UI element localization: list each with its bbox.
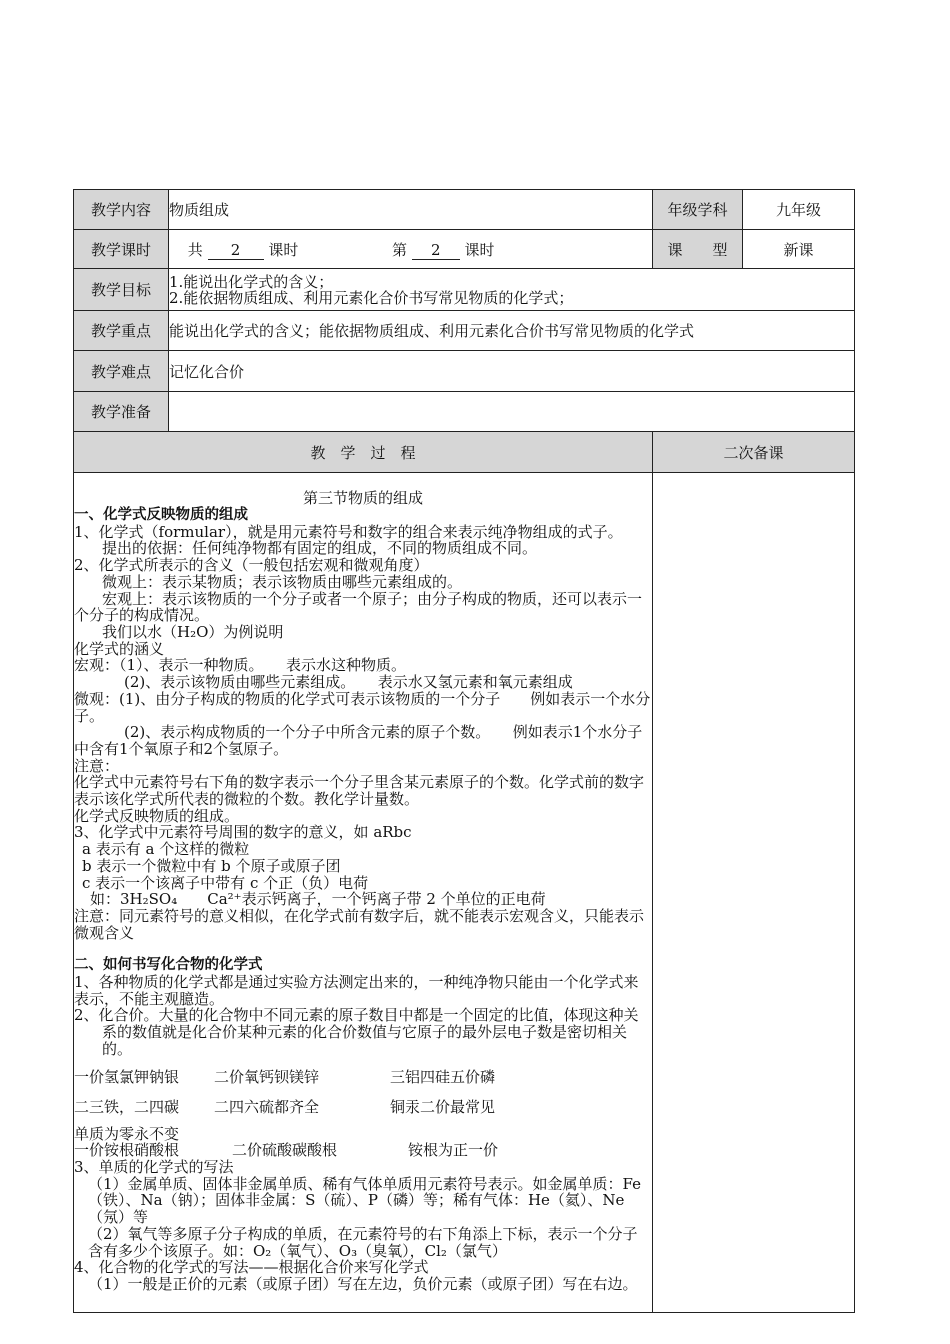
row-process-body	[74, 473, 855, 1313]
prep-label: 教学准备	[74, 392, 169, 432]
hours-label: 教学课时	[74, 230, 169, 269]
goals-label: 教学目标	[74, 269, 169, 311]
key-label: 教学重点	[74, 311, 169, 351]
para-24: （1）金属单质、固体非金属单质、稀有气体单质用元素符号表示。如金属单质：Fe（铁）、Na（钠）；固体非金属：S（硫）、P（磷）等；稀有气体：He（氦）、Ne（氖）等	[88, 1174, 642, 1227]
para-2: 提出的依据：任何纯净物都有固定的组成，不同的物质组成不同。	[102, 539, 538, 558]
para-25: （2）氧气等多原子分子构成的单质，在元素符号的右下角添上下标，表示一个分子含有多少个该原子。如：O₂（氧气）、O₃（臭氧），Cl₂（氯气）	[88, 1224, 638, 1260]
heading-1: 一、化学式反映物质的组成	[74, 507, 248, 524]
process-label: 教 学 过 程	[74, 432, 653, 473]
lesson-plan-table	[73, 189, 855, 1313]
content-label: 教学内容	[74, 190, 169, 230]
hours-current-suffix: 课时	[464, 240, 495, 259]
para-19: 如：3H₂SO₄ Ca²⁺表示钙离子，一个钙离子带 2 个单位的正电荷	[90, 890, 546, 909]
para-6: 我们以水（H₂O）为例说明	[102, 623, 284, 641]
goals-value	[169, 269, 855, 311]
para-11: (2)、表示构成物质的一个分子中所含元素的原子个数。 例如表示1个水分子中含有1个氧原子和2个氢原子。	[74, 723, 643, 758]
rhyme-2a: 二三铁，二四碳	[74, 1097, 180, 1116]
para-12: 注意：	[74, 756, 120, 775]
para-7: 化学式的涵义	[74, 639, 165, 658]
goal-1: 1.能说出化学式的含义；	[169, 272, 334, 291]
secondary-label: 二次备课	[653, 432, 855, 473]
heading-2: 二、如何书写化合物的化学式	[74, 957, 263, 974]
para-16: a 表示有 a 个这样的微粒	[82, 840, 250, 859]
hours-value	[169, 230, 653, 269]
row-difficulty	[74, 351, 855, 392]
para-21: 1、各种物质的化学式都是通过实验方法测定出来的，一种纯净物只能由一个化学式来表示，不能主观臆造。	[74, 973, 639, 1008]
hours-current: 2	[412, 241, 460, 260]
para-13: 化学式中元素符号右下角的数字表示一个分子里含某元素原子的个数。化学式前的数字表示该化学式所代表的微粒的个数。教化学计量数。	[74, 773, 645, 809]
difficulty-label: 教学难点	[74, 351, 169, 392]
rhyme-2c: 铜汞二价最常见	[390, 1097, 496, 1116]
row-prep	[74, 392, 855, 432]
prep-value	[169, 392, 855, 432]
para-15: 3、化学式中元素符号周围的数字的意义，如 aRbc	[74, 823, 412, 842]
content-value: 物质组成	[169, 190, 653, 230]
type-label: 课 型	[653, 230, 743, 269]
row-key	[74, 311, 855, 351]
row-process-header	[74, 432, 855, 473]
rhyme-3: 单质为零永不变	[74, 1124, 180, 1143]
rhyme-1b: 二价氧钙钡镁锌	[214, 1067, 320, 1086]
key-value: 能说出化学式的含义；能依据物质组成、利用元素化合价书写常见物质的化学式	[169, 311, 855, 351]
hours-total-suffix: 课时	[268, 240, 299, 259]
para-5: 宏观上：表示该物质的一个分子或者一个原子；由分子构成的物质，还可以表示一个分子的构成情况。	[74, 589, 643, 625]
para-8: 宏观：（1）、表示一种物质。 表示水这种物质。	[74, 656, 407, 675]
hours-total-prefix: 共	[187, 240, 203, 259]
para-1: 1、化学式（formular），就是用元素符号和数字的组合来表示纯净物组成的式子。	[74, 522, 623, 541]
para-20: 注意：同元素符号的意义相似，在化学式前有数字后，就不能表示宏观含义，只能表示微观含义	[74, 906, 645, 942]
rhyme-2b: 二四六硫都齐全	[214, 1097, 320, 1116]
rhyme-4c: 铵根为正一价	[408, 1141, 499, 1160]
process-content	[74, 473, 653, 1313]
para-17: b 表示一个微粒中有 b 个原子或原子团	[82, 856, 341, 875]
para-10: 微观：(1)、由分子构成的物质的化学式可表示该物质的一个分子 例如表示一个水分子。	[74, 689, 651, 725]
rhyme-4a: 一价铵根硝酸根	[74, 1141, 180, 1160]
row-content	[74, 190, 855, 230]
rhyme-4b: 二价硫酸碳酸根	[232, 1141, 338, 1160]
row-goals	[74, 269, 855, 311]
rhyme-1a: 一价氢氯钾钠银	[74, 1067, 180, 1086]
para-27: （1）一般是正价的元素（或原子团）写在左边，负价元素（或原子团）写在右边。	[88, 1274, 638, 1293]
para-22: 2、化合价。大量的化合物中不同元素的原子数目中都是一个固定的比值，体现这种关系的数值就是化合价某种元素的化合价数值与它原子的最外层电子数是密切相关的。	[74, 1006, 639, 1058]
rhyme-line-1	[74, 1066, 652, 1088]
rhyme-1c: 三铝四硅五价磷	[390, 1067, 496, 1086]
secondary-content	[653, 473, 855, 1313]
row-hours	[74, 230, 855, 269]
goal-2: 2.能依据物质组成、利用元素化合价书写常见物质的化学式；	[169, 288, 574, 307]
para-9: (2)、表示该物质由哪些元素组成。 表示水又氢元素和氧元素组成	[124, 673, 573, 692]
grade-value: 九年级	[743, 190, 855, 230]
para-3: 2、化学式所表示的含义（一般包括宏观和微观角度）	[74, 556, 429, 575]
rhyme-line-4	[74, 1142, 652, 1159]
difficulty-value: 记忆化合价	[169, 351, 855, 392]
hours-current-prefix: 第	[391, 240, 407, 259]
section-title: 第三节物质的组成	[302, 489, 423, 508]
type-value: 新课	[743, 230, 855, 269]
rhyme-line-2	[74, 1096, 652, 1118]
para-4: 微观上：表示某物质；表示该物质由哪些元素组成的。	[102, 572, 463, 591]
para-23: 3、单质的化学式的写法	[74, 1157, 234, 1176]
para-14: 化学式反映物质的组成。	[74, 806, 240, 825]
para-18: c 表示一个该离子中带有 c 个正（负）电荷	[82, 873, 369, 892]
para-26: 4、化合物的化学式的写法——根据化合价来写化学式	[74, 1258, 429, 1277]
grade-label: 年级学科	[653, 190, 743, 230]
hours-total: 2	[208, 241, 264, 260]
